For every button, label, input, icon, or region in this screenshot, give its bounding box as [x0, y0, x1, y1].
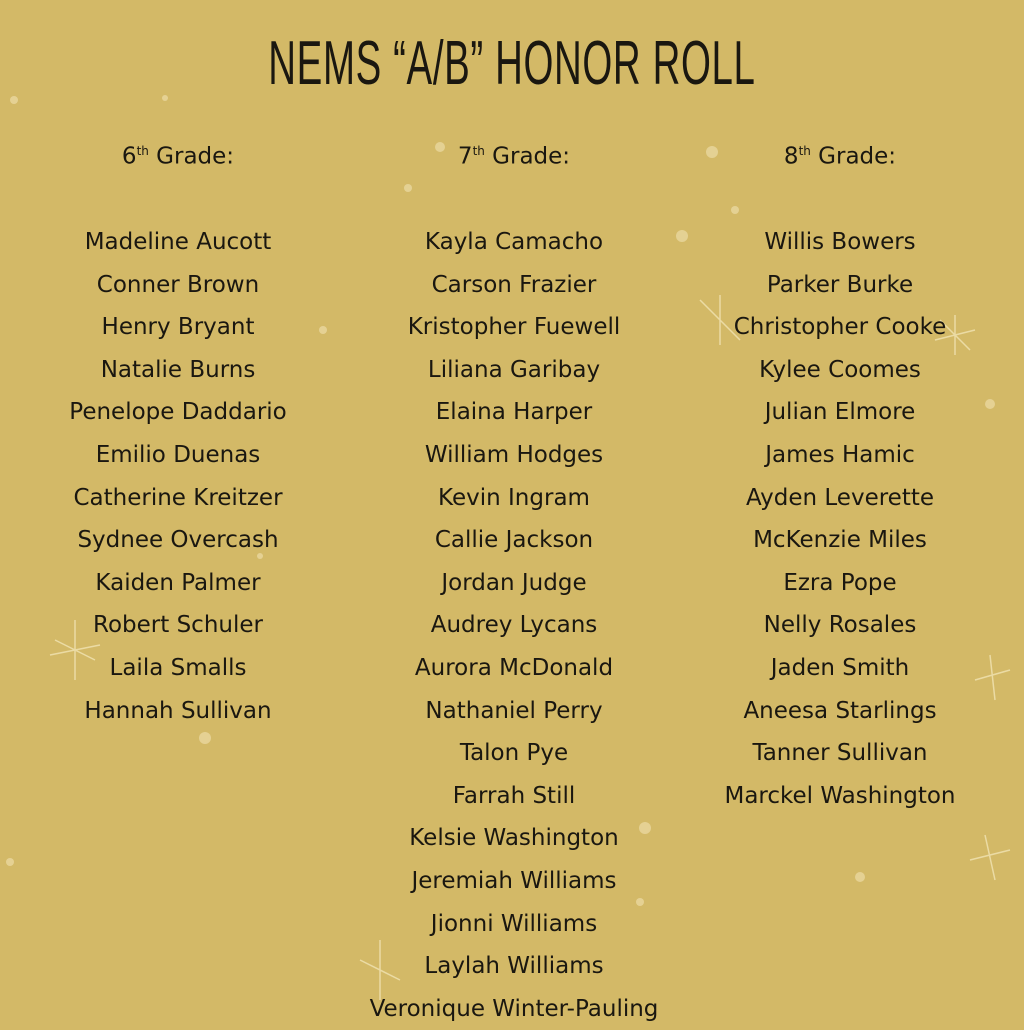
grade-6-column [8, 136, 348, 732]
student-name: Kelsie Washington [409, 825, 619, 852]
student-name: Laila Smalls [109, 654, 247, 681]
student-name: Robert Schuler [93, 612, 263, 639]
student-name: Catherine Kreitzer [73, 484, 283, 511]
student-name: Talon Pye [459, 740, 569, 767]
grade-7-column [344, 136, 684, 1030]
student-name: Jaden Smith [770, 654, 910, 681]
page-title: NEMS “A/B” HONOR ROLL [268, 29, 756, 98]
student-name: Aneesa Starlings [743, 697, 937, 724]
student-name: Carson Frazier [431, 271, 597, 298]
student-name: William Hodges [424, 441, 604, 468]
student-name: Nathaniel Perry [425, 697, 603, 724]
student-name: Julian Elmore [764, 399, 916, 426]
student-name: Conner Brown [96, 271, 260, 298]
student-name: Callie Jackson [434, 527, 594, 554]
student-name: Laylah Williams [424, 953, 604, 980]
student-name: Aurora McDonald [414, 654, 614, 681]
student-name: Sydnee Overcash [77, 527, 279, 554]
student-name: Jeremiah Williams [411, 867, 617, 894]
student-name: Tanner Sullivan [752, 740, 928, 767]
grade-8-column [670, 136, 1010, 817]
grade-heading: 6th Grade: [121, 143, 235, 170]
student-name: Audrey Lycans [430, 612, 598, 639]
student-name: Nelly Rosales [763, 612, 917, 639]
student-name: Penelope Daddario [69, 399, 287, 426]
student-name: McKenzie Miles [753, 527, 927, 554]
student-name: Willis Bowers [764, 229, 916, 255]
student-name: Farrah Still [452, 782, 576, 809]
student-name: James Hamic [765, 441, 915, 468]
student-name: Madeline Aucott [84, 229, 272, 255]
student-name: Christopher Cooke [733, 314, 947, 341]
student-name: Natalie Burns [100, 356, 256, 383]
student-name: Parker Burke [766, 271, 914, 298]
student-name: Kevin Ingram [438, 484, 590, 511]
student-name: Jordan Judge [441, 569, 587, 596]
student-name: Kayla Camacho [424, 229, 604, 255]
student-name: Jionni Williams [430, 910, 598, 937]
grade-heading: 8th Grade: [783, 143, 897, 170]
student-name: Liliana Garibay [427, 356, 601, 383]
student-name: Ayden Leverette [745, 484, 935, 511]
student-name: Veronique Winter-Pauling [369, 995, 659, 1022]
student-name: Henry Bryant [101, 314, 255, 341]
student-name: Hannah Sullivan [84, 697, 272, 724]
student-name: Ezra Pope [783, 569, 897, 596]
student-name: Kylee Coomes [759, 356, 921, 383]
student-name: Kaiden Palmer [95, 569, 261, 596]
student-name: Elaina Harper [435, 399, 593, 426]
student-name: Kristopher Fuewell [407, 314, 621, 341]
student-name: Emilio Duenas [95, 441, 261, 468]
student-name: Marckel Washington [724, 782, 956, 809]
grade-heading: 7th Grade: [457, 143, 571, 170]
